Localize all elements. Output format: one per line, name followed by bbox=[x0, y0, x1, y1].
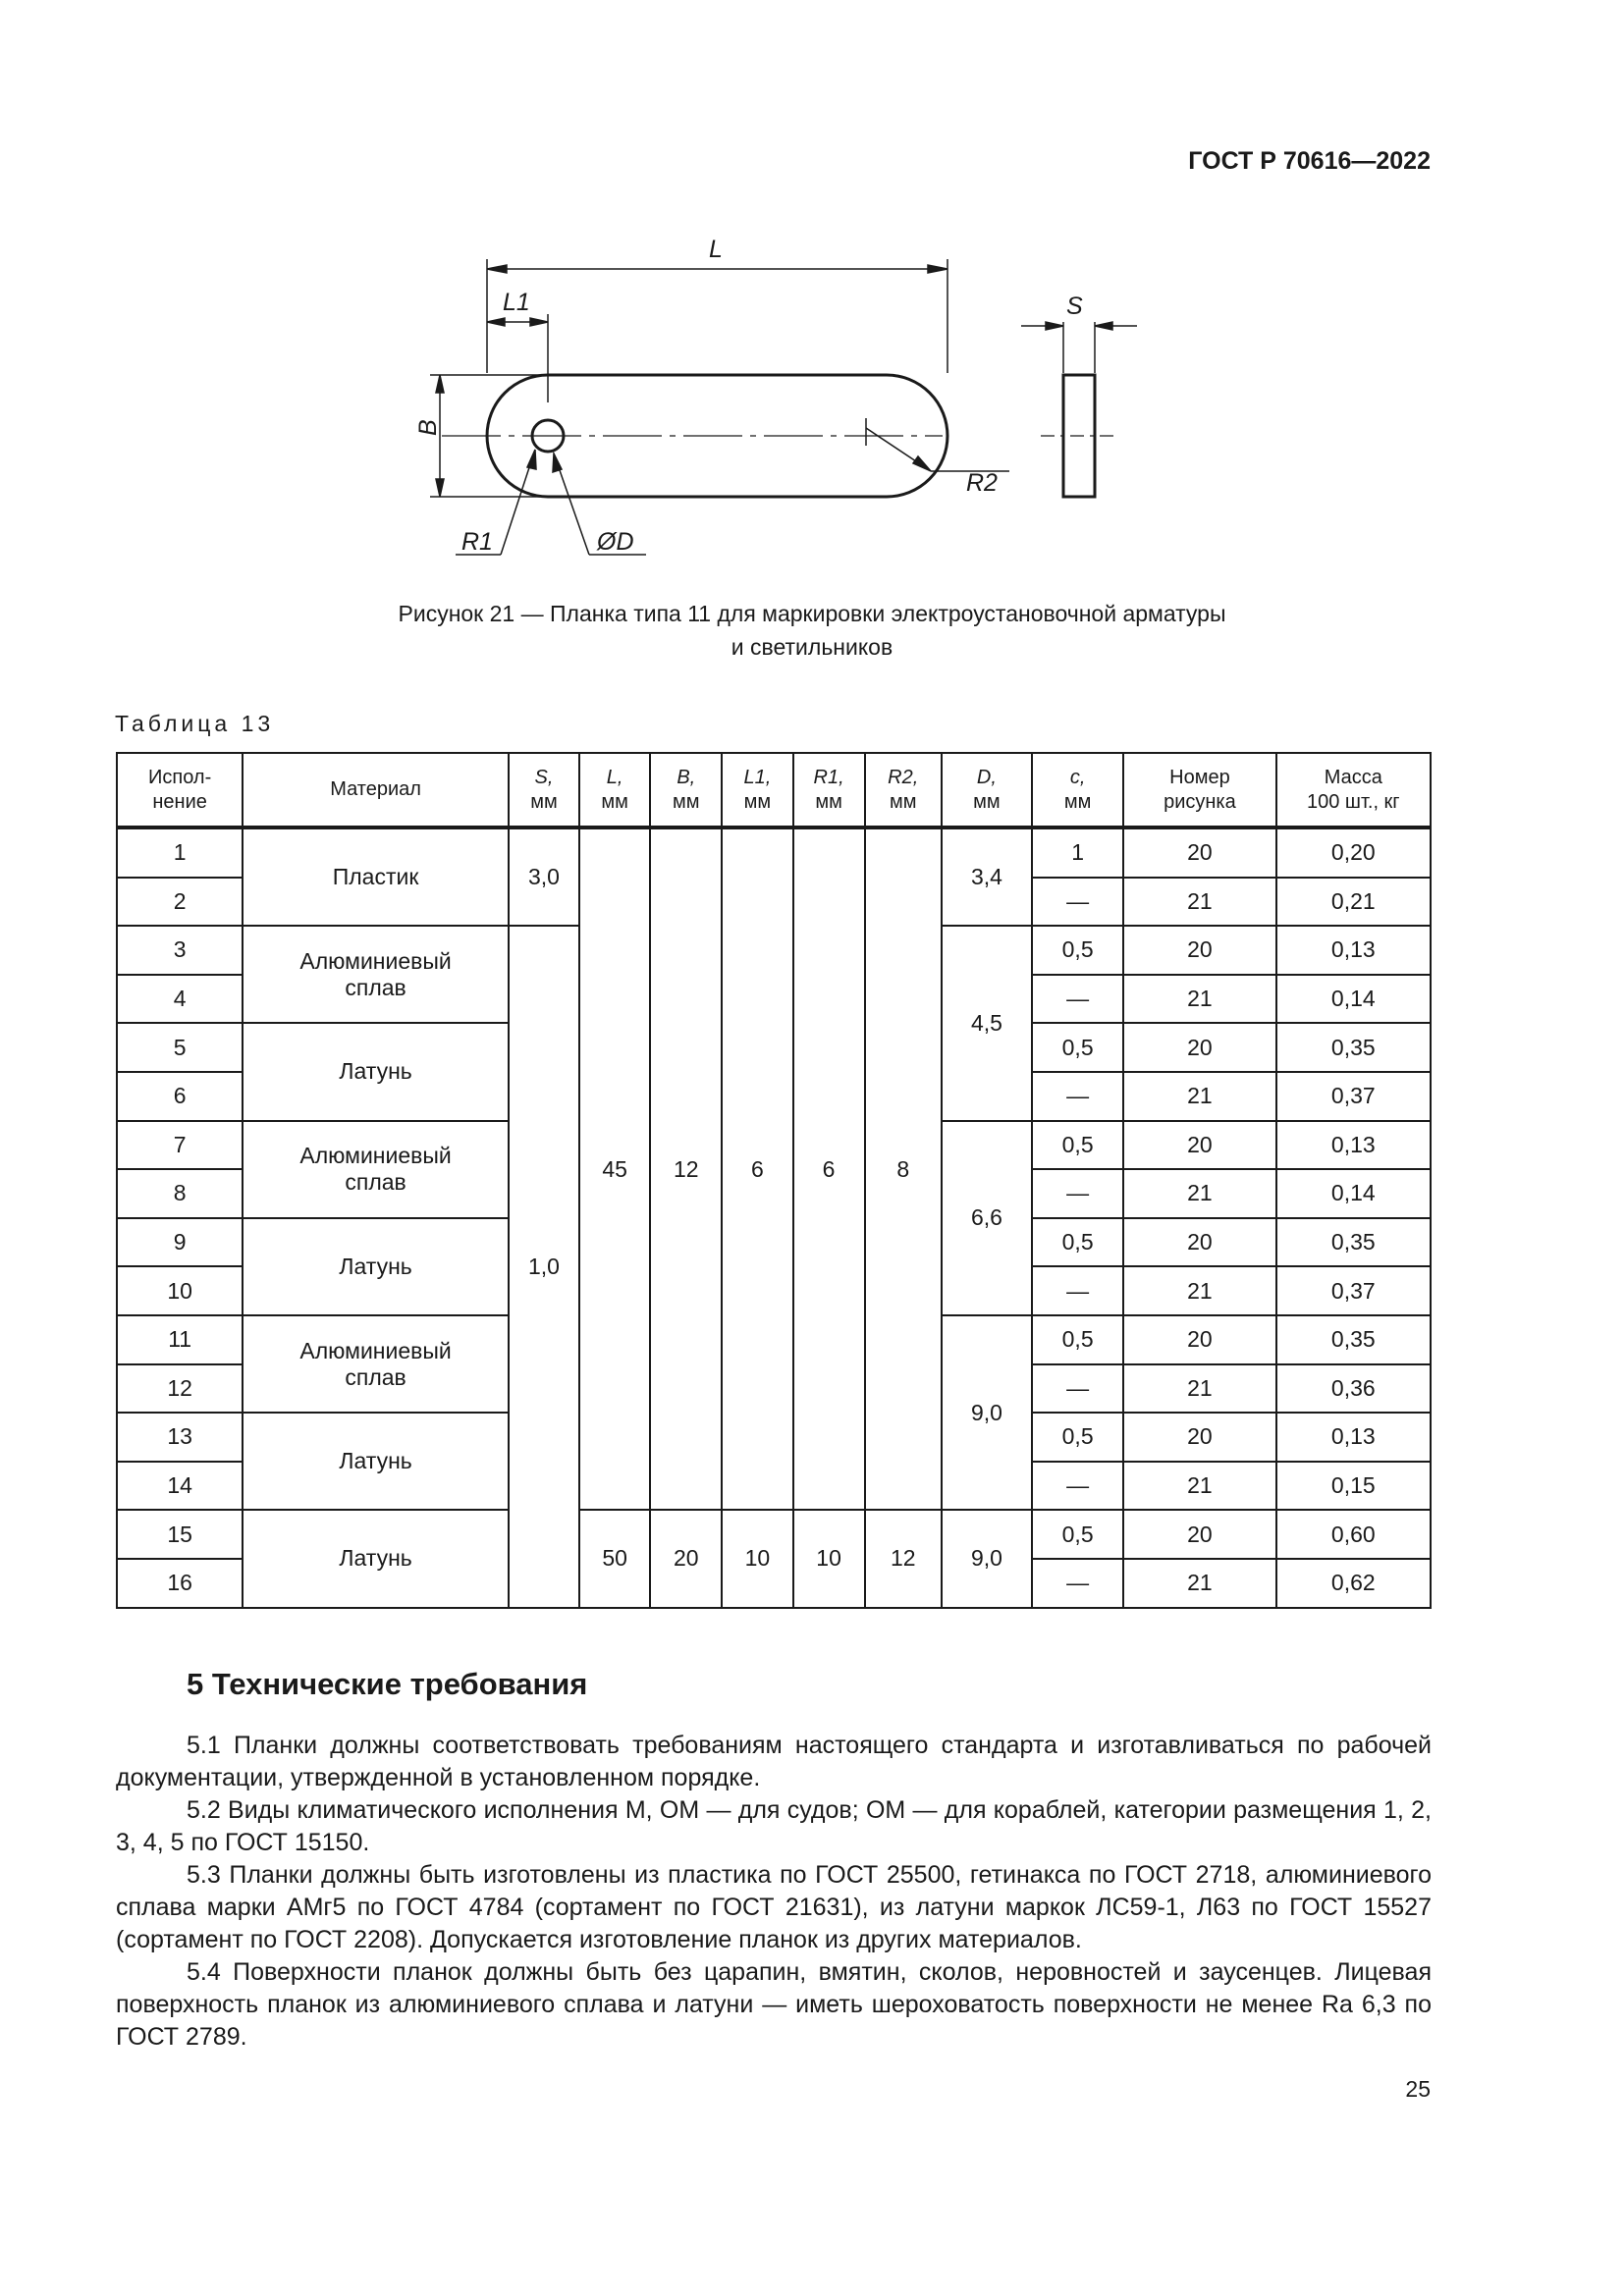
cell-ispolnenie: 15 bbox=[117, 1510, 243, 1559]
cell-L1: 10 bbox=[722, 1510, 792, 1607]
table-row bbox=[117, 828, 1431, 878]
cell-c: 0,5 bbox=[1032, 1510, 1123, 1559]
cell-material: Латунь bbox=[243, 1510, 509, 1607]
cell-c: 0,5 bbox=[1032, 1218, 1123, 1267]
cell-material: Алюминиевый сплав bbox=[243, 926, 509, 1023]
cell-c: — bbox=[1032, 1364, 1123, 1414]
cell-c: 0,5 bbox=[1032, 926, 1123, 975]
cell-D: 4,5 bbox=[942, 926, 1032, 1120]
cell-S: 3,0 bbox=[509, 828, 579, 926]
paragraph-5-2: 5.2 Виды климатического исполнения М, ОМ — для судов; ОМ — для кораблей, категории размещения 1, 2, 3, 4, 5 по ГОСТ 15150. bbox=[116, 1796, 1432, 1856]
header-R1: R1, мм bbox=[793, 753, 865, 828]
cell-mass: 0,13 bbox=[1276, 926, 1431, 975]
cell-mass: 0,62 bbox=[1276, 1559, 1431, 1608]
cell-figure-number: 21 bbox=[1123, 975, 1275, 1024]
cell-figure-number: 20 bbox=[1123, 1023, 1275, 1072]
cell-c: 0,5 bbox=[1032, 1413, 1123, 1462]
cell-mass: 0,37 bbox=[1276, 1072, 1431, 1121]
cell-ispolnenie: 4 bbox=[117, 975, 243, 1024]
cell-figure-number: 21 bbox=[1123, 1169, 1275, 1218]
cell-figure-number: 20 bbox=[1123, 1413, 1275, 1462]
header-figure-number: Номер рисунка bbox=[1123, 753, 1275, 828]
cell-mass: 0,20 bbox=[1276, 828, 1431, 878]
cell-S: 1,0 bbox=[509, 926, 579, 1607]
dim-R1-label: R1 bbox=[461, 528, 493, 556]
cell-figure-number: 20 bbox=[1123, 1510, 1275, 1559]
cell-mass: 0,35 bbox=[1276, 1218, 1431, 1267]
cell-c: 0,5 bbox=[1032, 1315, 1123, 1364]
cell-c: 1 bbox=[1032, 828, 1123, 878]
dim-B-label: B bbox=[414, 419, 442, 436]
cell-figure-number: 20 bbox=[1123, 1315, 1275, 1364]
figure-caption bbox=[0, 597, 1624, 664]
cell-figure-number: 21 bbox=[1123, 1266, 1275, 1315]
dim-S-label: S bbox=[1066, 293, 1083, 320]
header-B: B, мм bbox=[650, 753, 722, 828]
cell-material: Латунь bbox=[243, 1023, 509, 1120]
cell-R2: 12 bbox=[865, 1510, 942, 1607]
paragraph-5-4: 5.4 Поверхности планок должны быть без царапин, вмятин, сколов, неровностей и заусенцев. Лицевая поверхность планок из алюминиевого сплава и латуни — иметь шероховатость поверхности не менее Ra 6,3 по ГОСТ 2789. bbox=[116, 1958, 1432, 2051]
cell-c: — bbox=[1032, 1072, 1123, 1121]
cell-material: Латунь bbox=[243, 1218, 509, 1315]
cell-figure-number: 21 bbox=[1123, 1364, 1275, 1414]
cell-figure-number: 21 bbox=[1123, 1072, 1275, 1121]
figure-caption-line1: Рисунок 21 — Планка типа 11 для маркировки электроустановочной арматуры bbox=[398, 601, 1226, 626]
cell-ispolnenie: 14 bbox=[117, 1462, 243, 1511]
data-table bbox=[116, 752, 1432, 1609]
cell-ispolnenie: 16 bbox=[117, 1559, 243, 1608]
header-ispolnenie: Испол- нение bbox=[117, 753, 243, 828]
cell-figure-number: 20 bbox=[1123, 926, 1275, 975]
document-header: ГОСТ Р 70616—2022 bbox=[1188, 147, 1431, 175]
cell-ispolnenie: 2 bbox=[117, 878, 243, 927]
cell-ispolnenie: 13 bbox=[117, 1413, 243, 1462]
cell-R1: 10 bbox=[793, 1510, 865, 1607]
cell-B: 20 bbox=[650, 1510, 722, 1607]
cell-c: — bbox=[1032, 1462, 1123, 1511]
paragraph-5-3: 5.3 Планки должны быть изготовлены из пластика по ГОСТ 25500, гетинакса по ГОСТ 2718, алюминиевого сплава марки АМг5 по ГОСТ 4784 (сортамент по ГОСТ 21631), из латуни маркок ЛС59-1, Л63 по ГОСТ 15527 (сортамент по ГОСТ 2208). Допускается изготовление планок из других материалов. bbox=[116, 1861, 1432, 1953]
cell-ispolnenie: 10 bbox=[117, 1266, 243, 1315]
cell-ispolnenie: 1 bbox=[117, 828, 243, 878]
cell-mass: 0,15 bbox=[1276, 1462, 1431, 1511]
cell-mass: 0,13 bbox=[1276, 1121, 1431, 1170]
cell-ispolnenie: 9 bbox=[117, 1218, 243, 1267]
cell-figure-number: 21 bbox=[1123, 1462, 1275, 1511]
cell-material: Пластик bbox=[243, 828, 509, 926]
table-row bbox=[117, 1510, 1431, 1559]
cell-L1: 6 bbox=[722, 828, 792, 1510]
cell-mass: 0,21 bbox=[1276, 878, 1431, 927]
cell-mass: 0,14 bbox=[1276, 975, 1431, 1024]
cell-R1: 6 bbox=[793, 828, 865, 1510]
cell-material: Алюминиевый сплав bbox=[243, 1121, 509, 1218]
cell-mass: 0,36 bbox=[1276, 1364, 1431, 1414]
cell-L: 45 bbox=[579, 828, 650, 1510]
cell-mass: 0,35 bbox=[1276, 1315, 1431, 1364]
cell-ispolnenie: 12 bbox=[117, 1364, 243, 1414]
dim-L-label: L bbox=[709, 236, 723, 263]
page-number: 25 bbox=[1405, 2076, 1431, 2102]
cell-ispolnenie: 6 bbox=[117, 1072, 243, 1121]
cell-c: — bbox=[1032, 878, 1123, 927]
cell-mass: 0,35 bbox=[1276, 1023, 1431, 1072]
header-L: L, мм bbox=[579, 753, 650, 828]
cell-c: — bbox=[1032, 975, 1123, 1024]
cell-c: — bbox=[1032, 1169, 1123, 1218]
cell-ispolnenie: 8 bbox=[117, 1169, 243, 1218]
cell-figure-number: 21 bbox=[1123, 1559, 1275, 1608]
table-header-row bbox=[117, 753, 1431, 828]
table-title: Таблица 13 bbox=[115, 711, 275, 736]
header-L1: L1, мм bbox=[722, 753, 792, 828]
cell-ispolnenie: 7 bbox=[117, 1121, 243, 1170]
cell-D: 3,4 bbox=[942, 828, 1032, 926]
paragraph-5-1: 5.1 Планки должны соответствовать требованиям настоящего стандарта и изготавливаться по рабочей документации, утвержденной в установленном порядке. bbox=[116, 1732, 1432, 1791]
cell-mass: 0,60 bbox=[1276, 1510, 1431, 1559]
cell-material: Латунь bbox=[243, 1413, 509, 1510]
cell-figure-number: 20 bbox=[1123, 1218, 1275, 1267]
header-R2: R2, мм bbox=[865, 753, 942, 828]
cell-c: — bbox=[1032, 1559, 1123, 1608]
cell-c: 0,5 bbox=[1032, 1121, 1123, 1170]
cell-c: 0,5 bbox=[1032, 1023, 1123, 1072]
header-c: c, мм bbox=[1032, 753, 1123, 828]
header-mass: Масса 100 шт., кг bbox=[1276, 753, 1431, 828]
cell-D: 9,0 bbox=[942, 1510, 1032, 1607]
cell-figure-number: 21 bbox=[1123, 878, 1275, 927]
cell-ispolnenie: 11 bbox=[117, 1315, 243, 1364]
header-D: D, мм bbox=[942, 753, 1032, 828]
cell-mass: 0,14 bbox=[1276, 1169, 1431, 1218]
cell-L: 50 bbox=[579, 1510, 650, 1607]
dim-D-label: ØD bbox=[597, 528, 634, 556]
figure-caption-line2: и светильников bbox=[731, 634, 893, 660]
section-title: 5 Технические требования bbox=[187, 1667, 588, 1701]
cell-figure-number: 20 bbox=[1123, 1121, 1275, 1170]
cell-ispolnenie: 5 bbox=[117, 1023, 243, 1072]
cell-c: — bbox=[1032, 1266, 1123, 1315]
cell-ispolnenie: 3 bbox=[117, 926, 243, 975]
header-S: S, мм bbox=[509, 753, 579, 828]
cell-R2: 8 bbox=[865, 828, 942, 1510]
cell-D: 6,6 bbox=[942, 1121, 1032, 1315]
cell-mass: 0,37 bbox=[1276, 1266, 1431, 1315]
header-material: Материал bbox=[243, 753, 509, 828]
cell-material: Алюминиевый сплав bbox=[243, 1315, 509, 1413]
dim-R2-label: R2 bbox=[966, 469, 998, 497]
cell-B: 12 bbox=[650, 828, 722, 1510]
technical-drawing bbox=[393, 236, 1198, 569]
dim-L1-label: L1 bbox=[503, 289, 530, 316]
cell-figure-number: 20 bbox=[1123, 828, 1275, 878]
cell-D: 9,0 bbox=[942, 1315, 1032, 1510]
cell-mass: 0,13 bbox=[1276, 1413, 1431, 1462]
